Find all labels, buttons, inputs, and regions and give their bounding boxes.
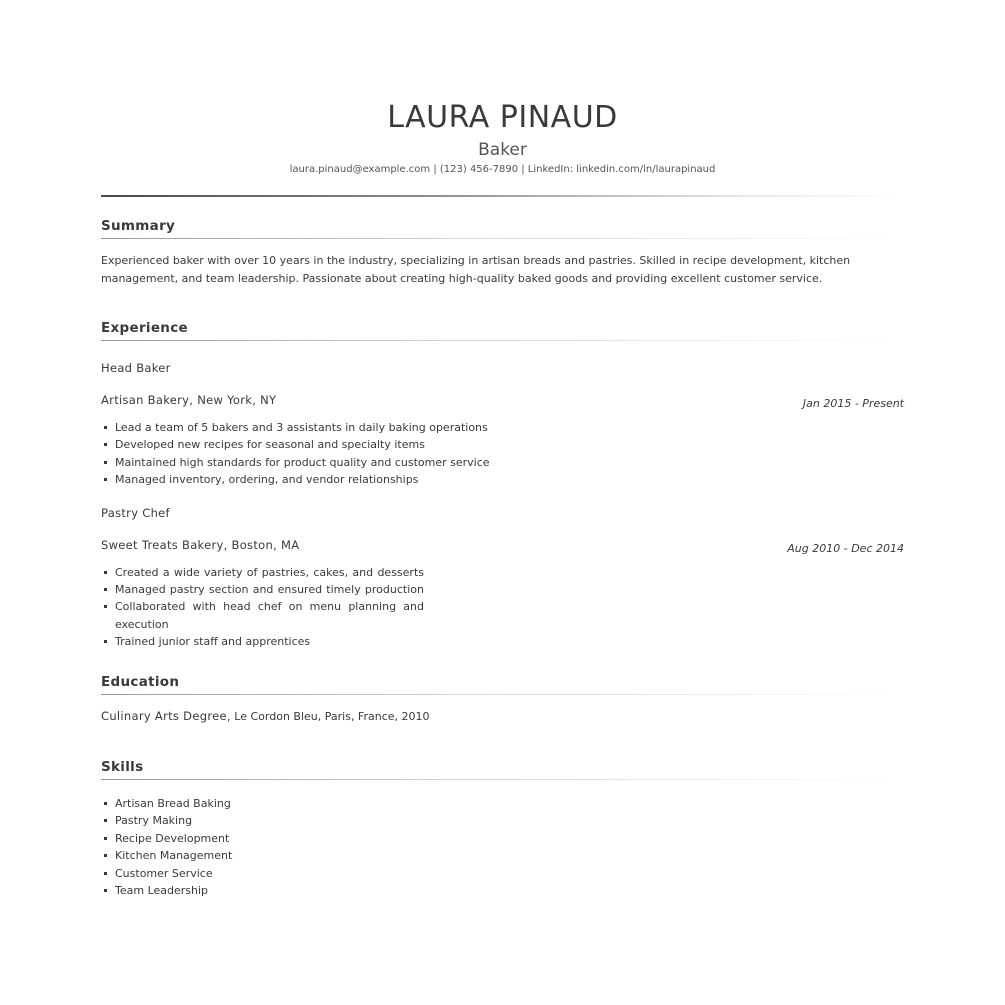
list-item: Customer Service [101, 865, 904, 882]
list-item: Managed inventory, ordering, and vendor relationships [101, 471, 904, 488]
experience-section [101, 319, 904, 651]
education-section [101, 673, 904, 726]
job-dates: Aug 2010 - Dec 2014 [787, 541, 904, 555]
job-row [101, 538, 904, 556]
section-divider [101, 694, 904, 695]
resume-page [101, 0, 904, 898]
list-item: Pastry Making [101, 812, 904, 829]
header-divider [101, 195, 904, 197]
list-item: Recipe Development [101, 830, 904, 847]
candidate-title: Baker [478, 140, 527, 160]
summary-heading: Summary [101, 218, 176, 234]
education-institution: Le Cordon Bleu, Paris, France, 2010 [234, 710, 430, 723]
section-divider [101, 779, 904, 780]
list-item: Collaborated with head chef on menu planning and execution [101, 598, 424, 633]
job-bullets [101, 564, 904, 651]
section-divider [101, 340, 904, 341]
list-item: Trained junior staff and apprentices [101, 633, 424, 650]
resume-header [101, 0, 904, 197]
job-title: Head Baker [101, 361, 171, 375]
contact-line: laura.pinaud@example.com | (123) 456-7890 | LinkedIn: linkedin.com/in/laurapinaud [289, 164, 716, 175]
list-item: Managed pastry section and ensured timely production [101, 581, 424, 598]
summary-text: Experienced baker with over 10 years in the industry, specializing in artisan breads and pastries. Skilled in recipe development, kitchen management, and team leadership. Passionate about creating high-quality baked goods and providing excellent customer service. [101, 254, 851, 285]
education-degree: Culinary Arts Degree, [101, 709, 231, 723]
job-company: Artisan Bakery, New York, NY [101, 393, 277, 407]
list-item: Artisan Bread Baking [101, 795, 904, 812]
job-company: Sweet Treats Bakery, Boston, MA [101, 537, 300, 552]
list-item: Team Leadership [101, 882, 904, 899]
list-item: Developed new recipes for seasonal and specialty items [101, 436, 904, 453]
skills-section [101, 758, 904, 899]
summary-section [101, 217, 904, 287]
job-row [101, 393, 904, 411]
job-entry [101, 505, 904, 651]
list-item: Kitchen Management [101, 847, 904, 864]
job-dates: Jan 2015 - Present [802, 397, 904, 410]
skills-heading: Skills [101, 759, 144, 775]
experience-heading: Experience [101, 320, 188, 336]
list-item: Created a wide variety of pastries, cakes, and desserts [101, 564, 424, 581]
education-heading: Education [101, 674, 180, 690]
job-entry [101, 360, 904, 489]
list-item: Lead a team of 5 bakers and 3 assistants in daily baking operations [101, 419, 904, 436]
candidate-name: LAURA PINAUD [387, 100, 618, 135]
job-title: Pastry Chef [101, 505, 170, 520]
job-bullets [101, 419, 904, 489]
list-item: Maintained high standards for product quality and customer service [101, 454, 904, 471]
education-entry [101, 708, 904, 726]
section-divider [101, 238, 904, 239]
skills-list [101, 795, 904, 899]
